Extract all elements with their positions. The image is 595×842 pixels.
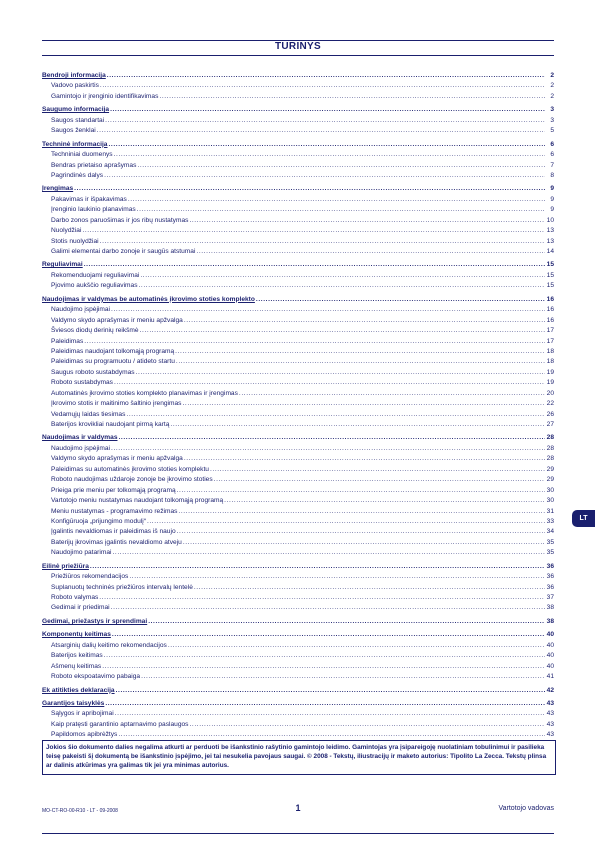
toc-section-heading[interactable] (42, 184, 554, 194)
toc-entry[interactable] (42, 150, 554, 160)
toc-entry[interactable] (42, 205, 554, 215)
toc-leader-dots (114, 378, 545, 388)
toc-entry-page: 15 (546, 282, 554, 290)
toc-section (42, 184, 554, 257)
toc-leader-dots (136, 368, 545, 378)
toc-leader-dots (82, 226, 545, 236)
toc-heading-page: 16 (546, 295, 554, 303)
toc-leader-dots (112, 630, 545, 640)
toc-entry-page: 38 (546, 604, 554, 612)
toc-entry-label: Saugus roboto sustabdymas (51, 368, 135, 376)
toc-entry-label: Stotis nuolydžiai (51, 237, 99, 245)
toc-heading-page: 2 (550, 72, 554, 79)
toc-entry-page: 13 (546, 227, 554, 235)
toc-leader-dots (183, 538, 545, 548)
toc-entry-page: 16 (546, 316, 554, 324)
toc-entry-page: 9 (550, 195, 554, 203)
toc-entry-label: Rekomenduojami reguliavimai (51, 271, 140, 279)
toc-entry-label: Ašmenų keitimas (51, 662, 102, 670)
toc-entry-page: 13 (546, 237, 554, 245)
toc-entry[interactable] (42, 226, 554, 236)
toc-entry[interactable] (42, 237, 554, 247)
toc-entry-label: Bendras prietaiso aprašymas (51, 161, 137, 169)
toc-entry[interactable] (42, 583, 554, 593)
toc-entry[interactable] (42, 171, 554, 181)
toc-leader-dots (168, 641, 545, 651)
toc-entry-page: 19 (546, 368, 554, 376)
toc-entry[interactable] (42, 410, 554, 420)
toc-entry[interactable] (42, 337, 554, 347)
toc-entry-label: Roboto naudojimas uždaroje zonoje be įkrovimo stoties (51, 476, 213, 484)
toc-leader-dots (129, 572, 545, 582)
bottom-rule (42, 833, 554, 834)
toc-entry-page: 6 (550, 151, 554, 159)
toc-leader-dots (104, 171, 545, 181)
toc-entry-page: 19 (546, 379, 554, 387)
toc-entry-label: Saugos standartai (51, 116, 105, 124)
toc-leader-dots (184, 316, 545, 326)
toc-entry-page: 37 (546, 594, 554, 601)
toc-leader-dots (140, 271, 545, 281)
toc-entry-label: Paleidimas su programuotu / atideto startu (51, 358, 175, 366)
toc-leader-dots (214, 475, 545, 485)
toc-entry-label: Meniu nustatymas - programavimo režimas (51, 507, 178, 515)
toc-heading-label: Techninė informacija (42, 140, 108, 148)
toc-entry[interactable] (42, 603, 554, 613)
toc-leader-dots (90, 562, 545, 572)
toc-section (42, 260, 554, 291)
toc-entry[interactable] (42, 548, 554, 558)
copyright-notice: Jokios šio dokumento dalies negalima atkurti ar perduoti be išankstinio rašytinio gamintojo leidimo. Gamintojas yra įsipareigoję nuolatiniam tobulinimui ir pasilieka teisę pakeisti šį dokumentą be išankstinio įspėjimo, jei tai nesukelia pavojaus saugai. © 2008 - Tekstų, iliustracijų ir maketo autorius: Tipolito La Zecca. Tekstų plinsa ar dalinis atkūrimas yra galimas tik jei yra minimas autorius. (42, 740, 556, 775)
toc-entry[interactable] (42, 195, 554, 205)
toc-leader-dots (147, 517, 545, 527)
toc-entry[interactable] (42, 454, 554, 464)
document-code: MO-CT-RO-00-R10 - LT - 09-2008 (42, 808, 118, 814)
toc-entry-page: 40 (546, 652, 554, 660)
toc-entry-page: 27 (546, 421, 554, 428)
toc-entry-label: Šviesos diodų derinių reikšmė (51, 327, 139, 335)
toc-leader-dots (170, 420, 545, 430)
toc-heading-label: Saugumo informacija (42, 106, 110, 114)
toc-entry-page: 36 (546, 573, 554, 581)
toc-section (42, 617, 554, 627)
toc-leader-dots (111, 305, 545, 315)
toc-leader-dots (175, 347, 545, 357)
toc-leader-dots (108, 140, 545, 150)
toc-section (42, 686, 554, 696)
toc-leader-dots (110, 105, 545, 115)
toc-entry[interactable] (42, 368, 554, 378)
toc-entry-page: 26 (546, 410, 554, 418)
toc-entry-page: 29 (546, 476, 554, 484)
toc-heading-label: Bendroji informacija (42, 72, 106, 79)
toc-leader-dots (196, 247, 545, 257)
toc-entry[interactable] (42, 281, 554, 291)
toc-heading-label: Įrengimas (42, 185, 74, 193)
toc-heading-label: Reguliavimai (42, 261, 83, 269)
toc-heading-page: 15 (546, 261, 554, 269)
toc-leader-dots (114, 150, 545, 160)
toc-section (42, 630, 554, 682)
toc-entry-page: 8 (550, 171, 554, 179)
toc-entry-label: Roboto sustabdymas (51, 379, 113, 387)
toc-heading-page: 42 (546, 686, 554, 694)
toc-entry[interactable] (42, 465, 554, 475)
toc-entry-label: Paleidimas naudojant tolkomąją programą (51, 347, 175, 355)
toc-entry[interactable] (42, 81, 554, 91)
toc-section (42, 699, 554, 741)
toc-entry-page: 40 (546, 641, 554, 649)
toc-entry-page: 16 (546, 306, 554, 314)
toc-entry[interactable] (42, 527, 554, 537)
toc-entry-label: Gamintojo ir įrenginio identifikavimas (51, 92, 159, 100)
toc-entry-page: 29 (546, 465, 554, 473)
toc-entry-page: 35 (546, 549, 554, 557)
toc-leader-dots (210, 465, 545, 475)
toc-entry-page: 18 (546, 358, 554, 366)
toc-leader-dots (99, 593, 545, 603)
toc-entry-page: 43 (546, 731, 554, 739)
toc-entry[interactable] (42, 475, 554, 485)
toc-entry[interactable] (42, 271, 554, 281)
toc-section-heading[interactable] (42, 699, 554, 709)
toc-entry-label: Gedimai ir priedimai (51, 604, 110, 612)
toc-entry-page: 7 (550, 161, 554, 169)
toc-entry-page: 31 (546, 507, 554, 515)
toc-entry[interactable] (42, 538, 554, 548)
toc-entry-page: 2 (550, 82, 554, 90)
toc-leader-dots (177, 527, 545, 537)
toc-leader-dots (111, 444, 545, 454)
toc-leader-dots (112, 548, 545, 558)
toc-entry-page: 2 (550, 92, 554, 100)
page-title: TURINYS (275, 41, 321, 52)
toc-entry[interactable] (42, 420, 554, 430)
toc-leader-dots (239, 389, 545, 399)
toc-section (42, 433, 554, 558)
toc-section-heading[interactable] (42, 260, 554, 270)
toc-entry-label: Vartotojo meniu nustatymas naudojant tolkomąją programą (51, 497, 224, 505)
toc-entry[interactable] (42, 247, 554, 257)
toc-section-heading[interactable] (42, 105, 554, 115)
toc-leader-dots (137, 161, 545, 171)
toc-entry[interactable] (42, 347, 554, 357)
toc-entry-page: 5 (550, 127, 554, 135)
toc-leader-dots (116, 686, 545, 696)
toc-heading-label: Naudojimas ir valdymas be automatinės įkrovimo stoties komplekto (42, 295, 255, 303)
toc-leader-dots (104, 651, 545, 661)
toc-leader-dots (100, 81, 545, 91)
toc-leader-dots (128, 195, 545, 205)
toc-leader-dots (139, 281, 546, 291)
toc-entry-page: 33 (546, 517, 554, 525)
toc-section-heading[interactable] (42, 686, 554, 696)
toc-entry-label: Įkrovimo stotis ir maitinimo šaltinio įrengimas (51, 400, 182, 408)
toc-section (42, 140, 554, 182)
toc-entry-page: 40 (546, 662, 554, 670)
toc-entry-label: Prieiga prie meniu per tolkomąją programą (51, 486, 176, 494)
toc-entry[interactable] (42, 389, 554, 399)
toc-leader-dots (102, 662, 545, 672)
toc-entry[interactable] (42, 399, 554, 409)
toc-heading-page: 9 (550, 185, 554, 193)
toc-leader-dots (119, 433, 546, 443)
toc-entry-label: Baterijos krovikliai naudojant pirmą kartą (51, 421, 170, 428)
toc-entry-label: Papildomos apibrėžtys (51, 731, 118, 739)
toc-entry-label: Pagrindinės dalys (51, 171, 104, 179)
toc-entry-page: 36 (546, 583, 554, 591)
toc-entry-label: Roboto ekspoatavimo pabaiga (51, 673, 141, 681)
toc-entry-page: 17 (546, 337, 554, 345)
toc-entry[interactable] (42, 326, 554, 336)
toc-leader-dots (256, 295, 545, 305)
toc-entry-page: 30 (546, 497, 554, 505)
toc-heading-label: Naudojimas ir valdymas (42, 434, 118, 442)
toc-entry[interactable] (42, 444, 554, 454)
toc-entry-label: Darbo zonos paruošimas ir jos ribų nustatymas (51, 216, 189, 224)
toc-entry-page: 9 (550, 206, 554, 214)
toc-heading-page: 3 (550, 106, 554, 114)
toc-entry[interactable] (42, 709, 554, 719)
toc-entry-label: Pakavimas ir išpakavimas (51, 195, 127, 203)
toc-leader-dots (141, 672, 545, 682)
toc-leader-dots (74, 184, 545, 194)
toc-entry[interactable] (42, 641, 554, 651)
toc-entry[interactable] (42, 126, 554, 136)
toc-entry-label: Įrenginio laukinio planavimas (51, 206, 136, 214)
toc-leader-dots (159, 92, 545, 102)
page-number: 1 (295, 803, 301, 813)
toc-leader-dots (148, 617, 545, 627)
toc-leader-dots (224, 496, 545, 506)
toc-entry-label: Naudojimo įspėjimai (51, 444, 111, 452)
toc-leader-dots (189, 720, 545, 730)
toc-entry-page: 14 (546, 248, 554, 255)
toc-entry-label: Naudojimo įspėjimai (51, 306, 111, 314)
toc-entry[interactable] (42, 92, 554, 102)
toc-entry-label: Atsarginių dalių keitimo rekomendacijos (51, 641, 167, 649)
toc-heading-page: 38 (546, 617, 554, 625)
toc-entry-page: 22 (546, 400, 554, 408)
toc-entry-page: 20 (546, 389, 554, 397)
toc-entry-label: Konfigūruoja „prijungimo modulį“ (51, 517, 146, 525)
toc-section-heading[interactable] (42, 562, 554, 572)
toc-entry-label: Vedamųjų laidas tiesimas (51, 410, 126, 418)
toc-leader-dots (182, 399, 545, 409)
toc-entry[interactable] (42, 572, 554, 582)
toc-leader-dots (84, 337, 545, 347)
toc-entry-label: Paleidimas su automatinės įkrovimo stoties komplektu (51, 465, 209, 473)
title-rule (42, 55, 554, 56)
toc-entry-label: Vadovo paskirtis (51, 82, 99, 90)
toc-heading-label: Komponentų keitimas (42, 631, 111, 639)
toc-leader-dots (140, 326, 545, 336)
toc-entry-page: 28 (546, 444, 554, 452)
toc-section-heading[interactable] (42, 433, 554, 443)
toc-entry-label: Priežiūros rekomendacijos (51, 573, 129, 581)
toc-heading-page: 6 (550, 140, 554, 148)
toc-entry[interactable] (42, 517, 554, 527)
toc-entry-label: Paleidimas (51, 337, 84, 345)
toc-heading-label: Eilinė priežiūra (42, 562, 89, 570)
toc-entry-page: 10 (546, 216, 554, 224)
toc-entry-label: Nuolydžiai (51, 227, 82, 235)
toc-leader-dots (84, 260, 545, 270)
toc-entry-label: Kaip pratęsti garantinio aptarnavimo paslaugos (51, 720, 189, 728)
toc-entry-label: Valdymo skydo aprašymas ir meniu apžvalga (51, 455, 183, 463)
toc-heading-label: Ek atitikties deklaracija (42, 686, 115, 694)
toc-section-heading[interactable] (42, 630, 554, 640)
toc-leader-dots (97, 126, 545, 136)
toc-section-heading[interactable] (42, 295, 554, 305)
toc-entry-label: Techniniai duomenys (51, 151, 113, 159)
toc-heading-page: 43 (546, 699, 554, 707)
toc-entry-label: Automatinės įkrovimo stoties komplekto planavimas ir įrengimas (51, 389, 238, 397)
toc-entry-label: Saugos ženklai (51, 127, 96, 135)
language-tab[interactable]: LT (572, 510, 595, 527)
toc-entry[interactable] (42, 116, 554, 126)
toc-entry[interactable] (42, 486, 554, 496)
toc-entry-label: Baterijų įkrovimas įgalintis nevaldiomo atveju (51, 538, 182, 546)
toc-entry-page: 15 (546, 271, 554, 279)
toc-entry-label: Galimi elementai darbo zonoje ir saugūs atstumai (51, 248, 196, 255)
toc-entry[interactable] (42, 216, 554, 226)
toc-entry-label: Baterijos keitimas (51, 652, 103, 660)
toc-section (42, 562, 554, 614)
toc-leader-dots (176, 357, 545, 367)
toc-leader-dots (105, 699, 545, 709)
toc-entry-label: Pjovimo aukščio reguliavimas (51, 282, 138, 290)
toc-leader-dots (194, 583, 545, 593)
toc-entry-page: 30 (546, 486, 554, 494)
toc-entry[interactable] (42, 672, 554, 682)
toc-entry[interactable] (42, 161, 554, 171)
toc-entry[interactable] (42, 507, 554, 517)
toc-leader-dots (178, 507, 545, 517)
table-of-contents (42, 71, 554, 744)
toc-leader-dots (105, 116, 545, 126)
toc-section (42, 71, 554, 102)
toc-heading-label: Garantijos taisyklės (42, 699, 105, 707)
toc-leader-dots (100, 237, 545, 247)
toc-section (42, 105, 554, 136)
toc-entry[interactable] (42, 496, 554, 506)
toc-leader-dots (107, 71, 545, 81)
toc-entry-page: 43 (546, 710, 554, 718)
toc-entry[interactable] (42, 651, 554, 661)
toc-heading-page: 28 (546, 434, 554, 442)
toc-entry-page: 34 (546, 528, 554, 536)
toc-entry-page: 3 (550, 116, 554, 124)
toc-heading-label: Gedimai, priežastys ir sprendimai (42, 617, 148, 625)
toc-entry-label: Roboto valymas (51, 594, 99, 601)
toc-entry-label: Sąlygos ir apribojimai (51, 710, 114, 718)
toc-section-heading[interactable] (42, 617, 554, 627)
toc-leader-dots (184, 454, 545, 464)
toc-entry-page: 43 (546, 720, 554, 728)
toc-entry[interactable] (42, 720, 554, 730)
toc-leader-dots (126, 410, 545, 420)
toc-entry[interactable] (42, 593, 554, 603)
toc-leader-dots (137, 205, 545, 215)
toc-section-heading[interactable] (42, 140, 554, 150)
toc-entry-page: 35 (546, 538, 554, 546)
toc-section (42, 295, 554, 431)
toc-leader-dots (189, 216, 545, 226)
toc-entry-page: 28 (546, 455, 554, 463)
toc-entry-label: Valdymo skydo aprašymas ir meniu apžvalga (51, 316, 183, 324)
manual-name: Vartotojo vadovas (498, 805, 554, 812)
toc-leader-dots (111, 603, 545, 613)
toc-heading-page: 40 (546, 631, 554, 639)
toc-entry-label: Suplanuotų techninės priežiūros intervalų lentelė (51, 583, 193, 591)
toc-entry-page: 18 (546, 347, 554, 355)
toc-entry[interactable] (42, 357, 554, 367)
toc-entry-label: Naudojimo patarimai (51, 549, 112, 557)
toc-entry[interactable] (42, 316, 554, 326)
toc-section-heading[interactable] (42, 71, 554, 81)
toc-leader-dots (177, 486, 545, 496)
toc-entry[interactable] (42, 378, 554, 388)
toc-heading-page: 36 (546, 562, 554, 570)
toc-entry[interactable] (42, 305, 554, 315)
toc-entry-page: 41 (546, 673, 554, 681)
toc-entry-page: 17 (546, 327, 554, 335)
toc-entry[interactable] (42, 662, 554, 672)
toc-entry-label: Įgalintis nevaldiomas ir paleidimas iš naujo (51, 528, 176, 536)
toc-leader-dots (115, 709, 545, 719)
